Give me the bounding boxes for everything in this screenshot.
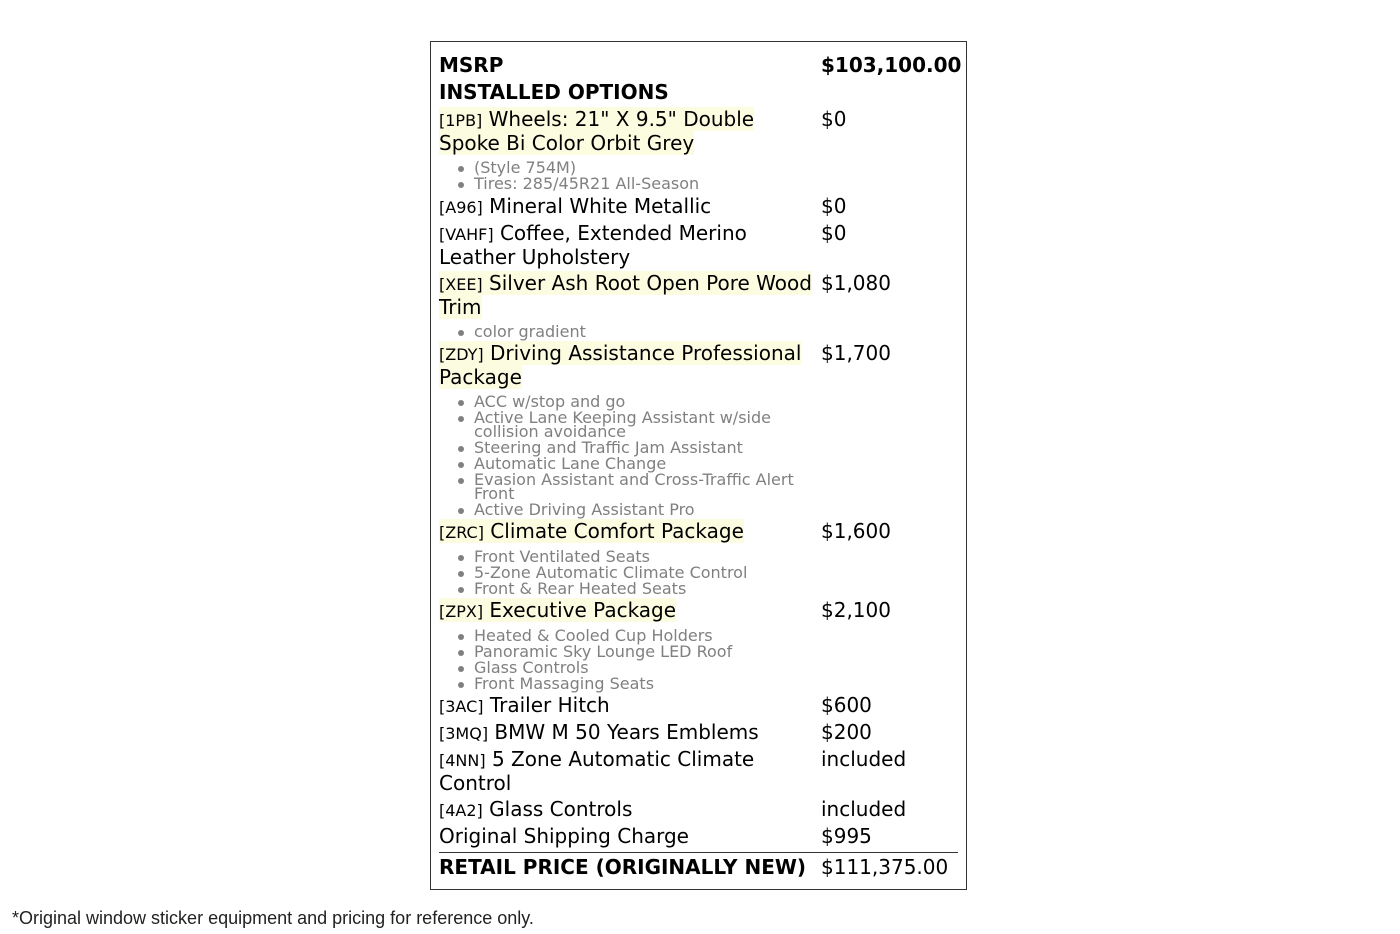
option-price: $1,600 <box>821 519 891 543</box>
option-name: BMW M 50 Years Emblems <box>494 720 759 744</box>
option-features <box>439 322 804 341</box>
reference-footnote: *Original window sticker equipment and pricing for reference only. <box>12 908 534 928</box>
option-title <box>439 798 819 822</box>
option-price: $600 <box>821 693 872 717</box>
option-price: $0 <box>821 107 847 131</box>
option-name: Silver Ash Root Open Pore Wood Trim <box>439 271 812 319</box>
option-title <box>439 520 819 544</box>
feature-item: 5-Zone Automatic Climate Control <box>474 566 804 580</box>
option-name: Coffee, Extended Merino Leather Upholstery <box>439 221 747 269</box>
feature-item: Front Ventilated Seats <box>474 550 804 564</box>
option-code: [A96] <box>439 198 483 217</box>
option-code: [VAHF] <box>439 225 494 244</box>
option-name: Glass Controls <box>489 797 633 821</box>
option-code: [ZDY] <box>439 345 484 364</box>
option-price: included <box>821 797 907 821</box>
option-features <box>439 547 804 598</box>
feature-item: Front Massaging Seats <box>474 677 804 691</box>
option-name: Wheels: 21" X 9.5" Double Spoke Bi Color Orbit Grey <box>439 107 755 155</box>
option-title <box>439 272 819 319</box>
option-title <box>439 721 819 745</box>
shipping-label: Original Shipping Charge <box>439 824 689 848</box>
shipping-value: $995 <box>821 824 872 848</box>
feature-item: color gradient <box>474 325 804 339</box>
option-name: Mineral White Metallic <box>489 194 712 218</box>
feature-item: Front & Rear Heated Seats <box>474 582 804 596</box>
feature-item: Panoramic Sky Lounge LED Roof <box>474 645 804 659</box>
feature-item: Evasion Assistant and Cross-Traffic Alert Front <box>474 473 804 501</box>
option-name: Executive Package <box>489 598 677 622</box>
option-price: $0 <box>821 194 847 218</box>
option-name: 5 Zone Automatic Climate Control <box>439 747 755 795</box>
option-features <box>439 158 804 193</box>
option-price: included <box>821 747 907 771</box>
option-code: [3MQ] <box>439 724 489 743</box>
option-title <box>439 599 819 623</box>
feature-item: Heated & Cooled Cup Holders <box>474 629 804 643</box>
feature-item: Active Driving Assistant Pro <box>474 503 804 517</box>
feature-item: (Style 754M) <box>474 161 804 175</box>
feature-item: Tires: 285/45R21 All-Season <box>474 177 804 191</box>
option-code: [ZRC] <box>439 523 484 542</box>
option-price: $200 <box>821 720 872 744</box>
option-features <box>439 626 804 693</box>
option-code: [4NN] <box>439 751 486 770</box>
option-name: Trailer Hitch <box>489 693 610 717</box>
window-sticker <box>430 41 967 890</box>
feature-item: Active Lane Keeping Assistant w/side collision avoidance <box>474 411 804 439</box>
option-name: Climate Comfort Package <box>490 519 744 543</box>
option-title <box>439 195 819 219</box>
feature-item: Automatic Lane Change <box>474 457 804 471</box>
option-code: [XEE] <box>439 275 483 294</box>
option-price: $2,100 <box>821 598 891 622</box>
feature-item: ACC w/stop and go <box>474 395 804 409</box>
option-price: $1,700 <box>821 341 891 365</box>
option-code: [3AC] <box>439 697 484 716</box>
retail-price-value: $111,375.00 <box>821 855 949 879</box>
option-title <box>439 342 819 389</box>
option-title <box>439 222 819 269</box>
option-price: $0 <box>821 221 847 245</box>
option-features <box>439 392 804 519</box>
installed-options-heading: INSTALLED OPTIONS <box>439 80 669 104</box>
option-code: [ZPX] <box>439 602 484 621</box>
msrp-value: $103,100.00 <box>821 53 962 77</box>
msrp-label: MSRP <box>439 53 504 77</box>
feature-item: Steering and Traffic Jam Assistant <box>474 441 804 455</box>
option-title <box>439 748 819 795</box>
option-title <box>439 694 819 718</box>
retail-price-label: RETAIL PRICE (ORIGINALLY NEW) <box>439 855 807 879</box>
option-code: [1PB] <box>439 111 483 130</box>
total-divider <box>439 852 958 853</box>
option-name: Driving Assistance Professional Package <box>439 341 802 389</box>
option-title <box>439 108 819 155</box>
option-price: $1,080 <box>821 271 891 295</box>
option-code: [4A2] <box>439 801 483 820</box>
feature-item: Glass Controls <box>474 661 804 675</box>
